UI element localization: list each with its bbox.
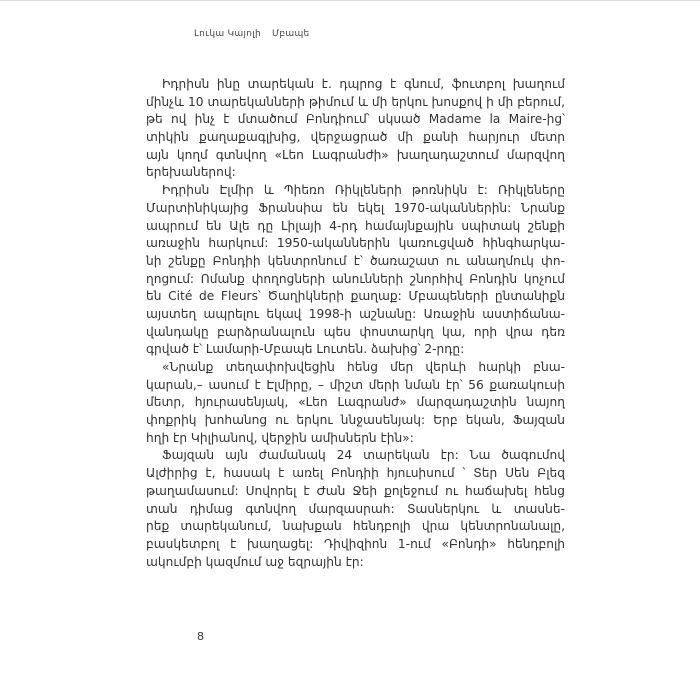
body-text bbox=[146, 76, 565, 571]
text-line: մետր, հյուրասենյակ, «Լեո Լագրանժ» մարզադաշտին նայող bbox=[146, 395, 565, 410]
text-line: ակումբի կազմում աջ եզրային էր: bbox=[146, 554, 364, 569]
page-number: 8 bbox=[197, 630, 204, 643]
text-line: այն կողմ գտնվող «Լեո Լագրանժի» խաղադաշտում մարզվող bbox=[146, 147, 565, 162]
text-line: վանդակը բարձրանալուն պես փոստարկղ կա, որի վրա դեռ bbox=[146, 324, 565, 339]
text-line: են Cité de Fleurs՝ Ծաղիկների քաղաք: Մբապեների ընտանիքն bbox=[146, 289, 565, 304]
text-line: Իդրիսն Էլմիր և Պիեռո Ռիկլեների թոռնիկն է: Ռիկլեները bbox=[162, 183, 565, 198]
paragraph bbox=[146, 182, 565, 359]
page-top-edge bbox=[0, 0, 700, 1]
text-line: տիկին քաղաքագլխից, վերջացրած մի քանի հարյուր մետր bbox=[146, 130, 565, 145]
text-line: Իդրիսն ինը տարեկան է. դպրոց է գնում, ֆուտբոլ խաղում bbox=[162, 77, 565, 91]
text-line: տան դիմաց գտնվող մարզասրահ: Տասներկու և տասնե- bbox=[146, 501, 565, 516]
text-line: բասկետբոլ է խաղացել: Դիվիզիոն 1-ում «Բոնդի» հենդբոլի bbox=[146, 536, 565, 551]
text-line: կարան,– ասում է Էլմիրը, – միշտ մերի նման էր՝ 56 քառակուսի bbox=[146, 377, 565, 392]
text-line: նի շենքը Բոնդիի կենտրոնում է՝ ծառաշատ ու անաղմուկ փո- bbox=[146, 253, 565, 268]
paragraph bbox=[146, 359, 565, 447]
text-line: մինչև 10 տարեկանների թիմում և մի երկու խոսքով ի մի բերում, bbox=[146, 94, 565, 109]
text-line: րեք տարեկանում, նախքան հենդբոլի վրա կենտրոնանալը, bbox=[146, 519, 565, 534]
text-line: Մարտինիկայից Ֆրանսիա են եկել 1970-ականներին: Նրանք bbox=[146, 200, 565, 215]
text-line: հղի էր Կիլիանով, վերջին ամիսներն էին»: bbox=[146, 430, 414, 445]
text-line: այստեղ ապրելու եկավ 1998-ի աշնանը: Առաջին աստիճանա- bbox=[146, 306, 565, 321]
paragraph bbox=[146, 76, 565, 182]
header-author: Լուկա Կայոլի bbox=[194, 29, 261, 39]
text-line: թե ով ինչ է մտածում Բոնդիում՝ սկսած Madame la Maire-ից՝ bbox=[146, 112, 565, 127]
running-header bbox=[194, 28, 310, 40]
text-line: Ալժիրից է, հասակ է առել Բոնդիի հյուսիսում ՝ Տեր Սեն Բլեզ bbox=[146, 466, 565, 481]
text-line: երեխաներով: bbox=[146, 165, 236, 180]
header-book-title: Մբապե bbox=[272, 29, 310, 39]
paragraph bbox=[146, 447, 565, 571]
text-line: «Նրանք տեղափոխվեցին հենց մեր վերևի հարկի բնա- bbox=[162, 360, 565, 374]
text-line: Ֆայզան այն ժամանակ 24 տարեկան էր: Նա ծագումով bbox=[162, 448, 565, 463]
text-line: փոքրիկ խոհանոց ու երկու ննջասենյակ: Երբ եկան, Ֆայզան bbox=[146, 413, 565, 428]
text-line: գրված է՝ Լամարի-Մբապե Լուտեն. ձախից՝ 2-րդը: bbox=[146, 342, 465, 357]
text-line: ղոցում: Ոմանք փողոցների անունների շնորհիվ Բոնդին կոչում bbox=[146, 271, 565, 286]
text-line: թաղամասում: Սովորել է Ժան Ջեի քոլեջում ու հաճախել հենց bbox=[146, 483, 565, 498]
text-line: առաջին հարկում: 1950-ականներին կառուցված հինգհարկա- bbox=[146, 236, 565, 251]
text-line: ապրում են Ալե դը Լիլայի 4-րդ համայնքային սպիտակ շենքի bbox=[146, 218, 565, 233]
